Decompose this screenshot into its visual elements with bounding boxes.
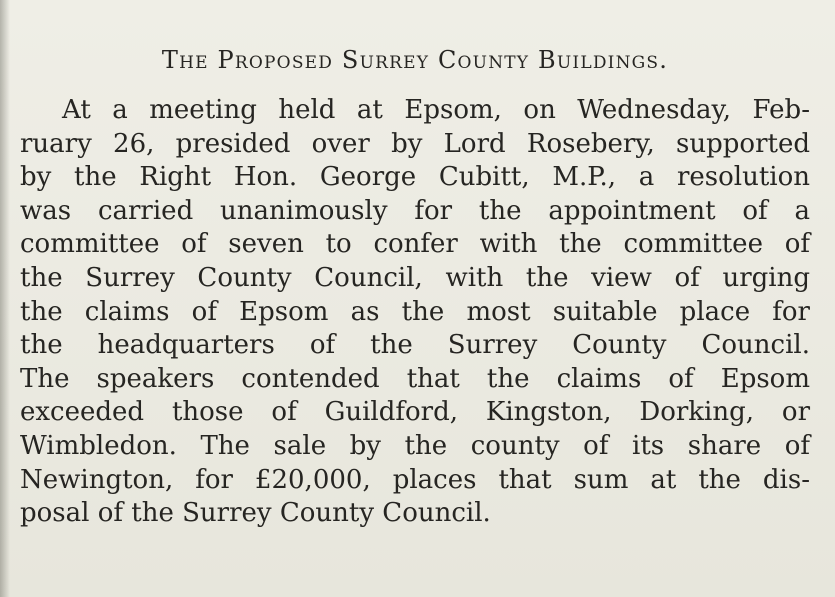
article-line: ruary 26, presided over by Lord Rosebery, supported — [20, 128, 810, 159]
article-line: the headquarters of the Surrey County Council. — [20, 330, 810, 361]
article-line: Wimbledon. The sale by the county of its share of — [20, 430, 810, 461]
article — [20, 40, 810, 531]
article-line: the Surrey County Council, with the view of urging — [20, 262, 810, 293]
article-line: the claims of Epsom as the most suitable place for — [20, 296, 810, 327]
article-line: posal of the Surrey County Council. — [20, 498, 491, 529]
page-edge-shadow — [0, 0, 10, 597]
article-line: At a meeting held at Epsom, on Wednesday, Feb- — [62, 95, 810, 125]
article-line: was carried unanimously for the appointment of a — [20, 195, 810, 226]
article-line: committee of seven to confer with the committee of — [20, 229, 810, 260]
article-title: The Proposed Surrey County Buildings. — [161, 46, 669, 74]
article-body — [20, 94, 810, 531]
article-line: by the Right Hon. George Cubitt, M.P., a resolution — [20, 162, 810, 193]
article-line: Newington, for £20,000, places that sum at the dis- — [20, 464, 810, 495]
article-line: exceeded those of Guildford, Kingston, Dorking, or — [20, 397, 810, 428]
article-line: The speakers contended that the claims of Epsom — [20, 363, 810, 394]
